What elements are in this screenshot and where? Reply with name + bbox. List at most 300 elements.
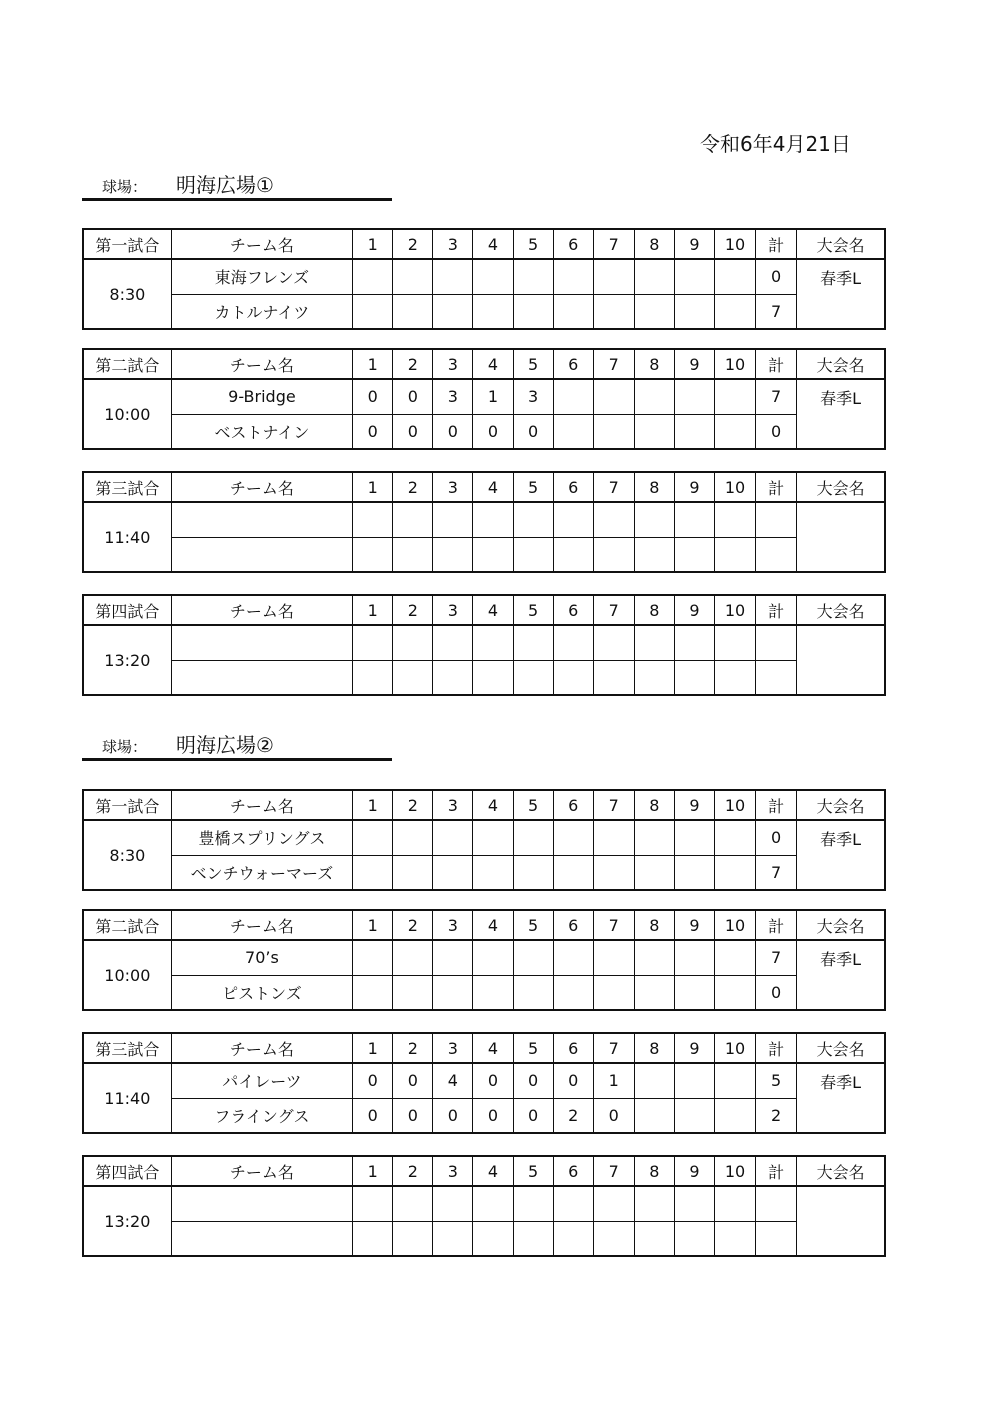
team-row	[83, 820, 885, 855]
inning-score	[674, 537, 714, 572]
team-name: 東海フレンズ	[171, 259, 352, 294]
inning-header: 1	[353, 1156, 393, 1186]
inning-score	[593, 855, 634, 890]
total-score	[756, 1186, 797, 1221]
inning-header: 9	[674, 1033, 714, 1063]
league-name: 春季L	[797, 259, 885, 329]
inning-header: 6	[553, 349, 593, 379]
inning-header: 4	[473, 595, 513, 625]
inning-score	[393, 537, 433, 572]
total-score	[756, 660, 797, 695]
inning-score	[513, 975, 553, 1010]
inning-score	[593, 820, 634, 855]
game-table	[82, 1155, 886, 1257]
inning-header: 7	[593, 1156, 634, 1186]
inning-score	[593, 379, 634, 414]
team-row	[83, 1098, 885, 1133]
inning-score	[634, 259, 674, 294]
inning-score	[593, 660, 634, 695]
league-name: 春季L	[797, 820, 885, 890]
game-header-row	[83, 910, 885, 940]
total-score: 7	[756, 855, 797, 890]
inning-header: 10	[715, 229, 756, 259]
total-header: 計	[756, 472, 797, 502]
inning-score	[473, 975, 513, 1010]
inning-header: 5	[513, 1033, 553, 1063]
league-name: 春季L	[797, 379, 885, 449]
inning-score	[553, 379, 593, 414]
inning-header: 7	[593, 349, 634, 379]
inning-header: 6	[553, 595, 593, 625]
inning-score	[674, 259, 714, 294]
inning-score	[353, 294, 393, 329]
venue-label: 球場：	[102, 178, 148, 196]
inning-score	[553, 855, 593, 890]
inning-score	[593, 625, 634, 660]
inning-score	[473, 855, 513, 890]
inning-header: 3	[433, 790, 473, 820]
inning-score	[715, 259, 756, 294]
inning-score	[553, 975, 593, 1010]
team-row	[83, 855, 885, 890]
inning-score	[353, 975, 393, 1010]
inning-header: 2	[393, 472, 433, 502]
inning-score	[593, 1186, 634, 1221]
inning-header: 10	[715, 1156, 756, 1186]
inning-score	[593, 537, 634, 572]
league-name	[797, 1186, 885, 1256]
game-title: 第二試合	[83, 910, 171, 940]
inning-header: 6	[553, 229, 593, 259]
inning-score	[674, 940, 714, 975]
game-header-row	[83, 472, 885, 502]
inning-score	[433, 259, 473, 294]
inning-header: 6	[553, 790, 593, 820]
inning-score	[553, 502, 593, 537]
team-name-header: チーム名	[171, 472, 352, 502]
team-row	[83, 259, 885, 294]
inning-score	[715, 625, 756, 660]
inning-score	[715, 660, 756, 695]
total-score: 7	[756, 940, 797, 975]
inning-header: 7	[593, 790, 634, 820]
team-row	[83, 294, 885, 329]
inning-score	[473, 625, 513, 660]
inning-score	[634, 1221, 674, 1256]
inning-score	[674, 379, 714, 414]
inning-score	[593, 294, 634, 329]
game-title: 第四試合	[83, 1156, 171, 1186]
inning-header: 1	[353, 595, 393, 625]
inning-header: 3	[433, 595, 473, 625]
team-name	[171, 660, 352, 695]
team-name: ベンチウォーマーズ	[171, 855, 352, 890]
inning-header: 5	[513, 349, 553, 379]
league-name	[797, 625, 885, 695]
game-header-row	[83, 1156, 885, 1186]
inning-score	[473, 1186, 513, 1221]
inning-score: 0	[353, 1063, 393, 1098]
team-row	[83, 940, 885, 975]
inning-score	[674, 1221, 714, 1256]
inning-score	[433, 820, 473, 855]
inning-score	[634, 294, 674, 329]
inning-score	[513, 820, 553, 855]
team-row	[83, 414, 885, 449]
inning-header: 9	[674, 790, 714, 820]
game-table	[82, 228, 886, 330]
league-header: 大会名	[797, 595, 885, 625]
inning-score	[513, 855, 553, 890]
game-time: 8:30	[83, 820, 171, 890]
inning-score	[553, 414, 593, 449]
inning-header: 9	[674, 910, 714, 940]
inning-score	[674, 660, 714, 695]
team-name-header: チーム名	[171, 1156, 352, 1186]
inning-header: 4	[473, 790, 513, 820]
inning-header: 9	[674, 595, 714, 625]
inning-header: 1	[353, 472, 393, 502]
inning-header: 3	[433, 1156, 473, 1186]
total-score	[756, 1221, 797, 1256]
inning-header: 8	[634, 1033, 674, 1063]
inning-score	[715, 975, 756, 1010]
team-name	[171, 625, 352, 660]
inning-score	[553, 1186, 593, 1221]
total-score: 0	[756, 820, 797, 855]
inning-score: 0	[433, 1098, 473, 1133]
total-score	[756, 502, 797, 537]
inning-score	[674, 855, 714, 890]
game-header-row	[83, 1033, 885, 1063]
game-title: 第一試合	[83, 790, 171, 820]
inning-header: 9	[674, 349, 714, 379]
inning-score	[593, 975, 634, 1010]
inning-header: 5	[513, 229, 553, 259]
total-score: 2	[756, 1098, 797, 1133]
inning-score	[553, 820, 593, 855]
inning-score	[634, 855, 674, 890]
game-table	[82, 471, 886, 573]
inning-header: 9	[674, 1156, 714, 1186]
inning-header: 5	[513, 595, 553, 625]
inning-header: 3	[433, 910, 473, 940]
league-name: 春季L	[797, 940, 885, 1010]
inning-score	[353, 625, 393, 660]
team-row	[83, 1221, 885, 1256]
inning-header: 1	[353, 910, 393, 940]
inning-header: 8	[634, 349, 674, 379]
inning-header: 5	[513, 790, 553, 820]
inning-header: 2	[393, 1033, 433, 1063]
team-row	[83, 1063, 885, 1098]
inning-score	[433, 975, 473, 1010]
total-score: 7	[756, 379, 797, 414]
inning-score	[553, 660, 593, 695]
inning-score	[513, 294, 553, 329]
inning-score	[473, 940, 513, 975]
team-row	[83, 625, 885, 660]
inning-score	[674, 975, 714, 1010]
inning-header: 4	[473, 472, 513, 502]
game-title: 第一試合	[83, 229, 171, 259]
inning-score	[674, 294, 714, 329]
inning-score: 0	[353, 1098, 393, 1133]
inning-score	[393, 660, 433, 695]
inning-score	[715, 1186, 756, 1221]
game-header-row	[83, 349, 885, 379]
inning-score	[715, 1098, 756, 1133]
inning-score	[634, 1098, 674, 1133]
inning-score	[353, 1186, 393, 1221]
venue-label: 球場：	[102, 738, 148, 756]
inning-score	[473, 259, 513, 294]
inning-score: 0	[513, 414, 553, 449]
team-name-header: チーム名	[171, 595, 352, 625]
inning-score: 0	[473, 1098, 513, 1133]
inning-score	[393, 1221, 433, 1256]
inning-header: 8	[634, 595, 674, 625]
inning-score	[433, 502, 473, 537]
inning-score	[353, 855, 393, 890]
team-name-header: チーム名	[171, 790, 352, 820]
inning-score	[715, 1063, 756, 1098]
inning-score: 1	[473, 379, 513, 414]
league-header: 大会名	[797, 1156, 885, 1186]
inning-header: 4	[473, 229, 513, 259]
inning-score	[553, 259, 593, 294]
inning-score: 0	[433, 414, 473, 449]
inning-score	[715, 414, 756, 449]
inning-header: 7	[593, 910, 634, 940]
team-name: フライングス	[171, 1098, 352, 1133]
inning-header: 8	[634, 790, 674, 820]
inning-score	[353, 1221, 393, 1256]
inning-header: 6	[553, 910, 593, 940]
inning-score	[513, 1186, 553, 1221]
team-name	[171, 1186, 352, 1221]
inning-score	[715, 537, 756, 572]
inning-score	[473, 1221, 513, 1256]
inning-header: 3	[433, 472, 473, 502]
inning-header: 8	[634, 472, 674, 502]
inning-header: 2	[393, 790, 433, 820]
team-row	[83, 379, 885, 414]
document-date: 令和6年4月21日	[700, 132, 851, 156]
inning-header: 4	[473, 1156, 513, 1186]
inning-score: 0	[513, 1098, 553, 1133]
team-name: カトルナイツ	[171, 294, 352, 329]
inning-header: 7	[593, 472, 634, 502]
inning-score	[513, 537, 553, 572]
team-name-header: チーム名	[171, 1033, 352, 1063]
inning-header: 2	[393, 1156, 433, 1186]
league-name: 春季L	[797, 1063, 885, 1133]
inning-score	[353, 940, 393, 975]
team-name: 9-Bridge	[171, 379, 352, 414]
inning-header: 2	[393, 910, 433, 940]
league-header: 大会名	[797, 790, 885, 820]
inning-score	[634, 820, 674, 855]
inning-header: 2	[393, 595, 433, 625]
team-name: パイレーツ	[171, 1063, 352, 1098]
inning-score: 3	[433, 379, 473, 414]
inning-score: 0	[513, 1063, 553, 1098]
inning-score: 0	[393, 1098, 433, 1133]
total-score: 0	[756, 975, 797, 1010]
inning-score: 0	[393, 414, 433, 449]
inning-score	[715, 855, 756, 890]
game-time: 10:00	[83, 940, 171, 1010]
inning-score	[553, 625, 593, 660]
inning-score	[634, 625, 674, 660]
inning-score	[634, 975, 674, 1010]
inning-score	[353, 259, 393, 294]
total-score: 0	[756, 259, 797, 294]
league-header: 大会名	[797, 1033, 885, 1063]
inning-score	[553, 940, 593, 975]
league-name	[797, 502, 885, 572]
inning-score	[433, 1186, 473, 1221]
team-name-header: チーム名	[171, 349, 352, 379]
team-row	[83, 502, 885, 537]
inning-header: 10	[715, 595, 756, 625]
inning-score: 0	[473, 1063, 513, 1098]
inning-score	[473, 660, 513, 695]
venue-name: 明海広場②	[176, 733, 274, 757]
inning-score	[433, 625, 473, 660]
inning-score	[393, 855, 433, 890]
inning-score	[715, 1221, 756, 1256]
team-row	[83, 1186, 885, 1221]
total-header: 計	[756, 1033, 797, 1063]
inning-header: 10	[715, 472, 756, 502]
inning-score	[593, 414, 634, 449]
inning-score	[634, 502, 674, 537]
inning-score	[553, 537, 593, 572]
inning-score	[715, 379, 756, 414]
inning-score	[674, 1186, 714, 1221]
game-table	[82, 909, 886, 1011]
inning-score	[393, 259, 433, 294]
inning-score: 0	[473, 414, 513, 449]
inning-score	[553, 1221, 593, 1256]
inning-header: 5	[513, 910, 553, 940]
team-name: ピストンズ	[171, 975, 352, 1010]
venue-heading	[82, 168, 392, 201]
league-header: 大会名	[797, 349, 885, 379]
inning-header: 6	[553, 1033, 593, 1063]
inning-score	[674, 1098, 714, 1133]
inning-score	[513, 625, 553, 660]
inning-score	[593, 259, 634, 294]
inning-score: 1	[593, 1063, 634, 1098]
team-name: 豊橋スプリングス	[171, 820, 352, 855]
venue-name: 明海広場①	[176, 173, 274, 197]
inning-score	[393, 975, 433, 1010]
team-name: ベストナイン	[171, 414, 352, 449]
inning-score	[634, 940, 674, 975]
game-time: 13:20	[83, 625, 171, 695]
inning-score	[473, 820, 513, 855]
inning-score	[393, 502, 433, 537]
inning-score	[393, 625, 433, 660]
inning-score	[353, 660, 393, 695]
inning-score	[674, 820, 714, 855]
inning-score	[634, 414, 674, 449]
team-row	[83, 975, 885, 1010]
team-name-header: チーム名	[171, 910, 352, 940]
inning-score	[513, 940, 553, 975]
inning-score	[433, 1221, 473, 1256]
inning-score	[674, 625, 714, 660]
inning-header: 2	[393, 349, 433, 379]
inning-header: 5	[513, 472, 553, 502]
game-table	[82, 348, 886, 450]
inning-score	[473, 502, 513, 537]
inning-header: 10	[715, 349, 756, 379]
inning-score	[715, 940, 756, 975]
game-title: 第三試合	[83, 472, 171, 502]
inning-score	[433, 940, 473, 975]
game-title: 第四試合	[83, 595, 171, 625]
inning-score	[393, 294, 433, 329]
inning-score	[433, 660, 473, 695]
inning-score	[674, 1063, 714, 1098]
inning-score: 0	[393, 1063, 433, 1098]
inning-score: 0	[593, 1098, 634, 1133]
inning-header: 4	[473, 349, 513, 379]
total-header: 計	[756, 790, 797, 820]
total-header: 計	[756, 910, 797, 940]
inning-header: 6	[553, 1156, 593, 1186]
inning-score	[634, 660, 674, 695]
inning-score: 0	[353, 414, 393, 449]
league-header: 大会名	[797, 910, 885, 940]
inning-header: 9	[674, 229, 714, 259]
inning-score	[353, 537, 393, 572]
team-row	[83, 537, 885, 572]
game-time: 8:30	[83, 259, 171, 329]
inning-score	[393, 820, 433, 855]
team-row	[83, 660, 885, 695]
inning-score: 3	[513, 379, 553, 414]
total-header: 計	[756, 1156, 797, 1186]
game-time: 13:20	[83, 1186, 171, 1256]
total-score	[756, 625, 797, 660]
total-header: 計	[756, 595, 797, 625]
inning-score: 0	[393, 379, 433, 414]
inning-header: 8	[634, 1156, 674, 1186]
venue-heading	[82, 728, 392, 761]
league-header: 大会名	[797, 472, 885, 502]
inning-header: 8	[634, 229, 674, 259]
inning-score	[473, 294, 513, 329]
team-name	[171, 537, 352, 572]
inning-score	[513, 502, 553, 537]
inning-header: 4	[473, 910, 513, 940]
inning-header: 4	[473, 1033, 513, 1063]
inning-header: 1	[353, 229, 393, 259]
inning-score	[433, 537, 473, 572]
inning-header: 10	[715, 1033, 756, 1063]
inning-header: 9	[674, 472, 714, 502]
inning-score	[674, 502, 714, 537]
inning-header: 1	[353, 1033, 393, 1063]
team-name	[171, 502, 352, 537]
inning-score: 4	[433, 1063, 473, 1098]
inning-score	[513, 660, 553, 695]
